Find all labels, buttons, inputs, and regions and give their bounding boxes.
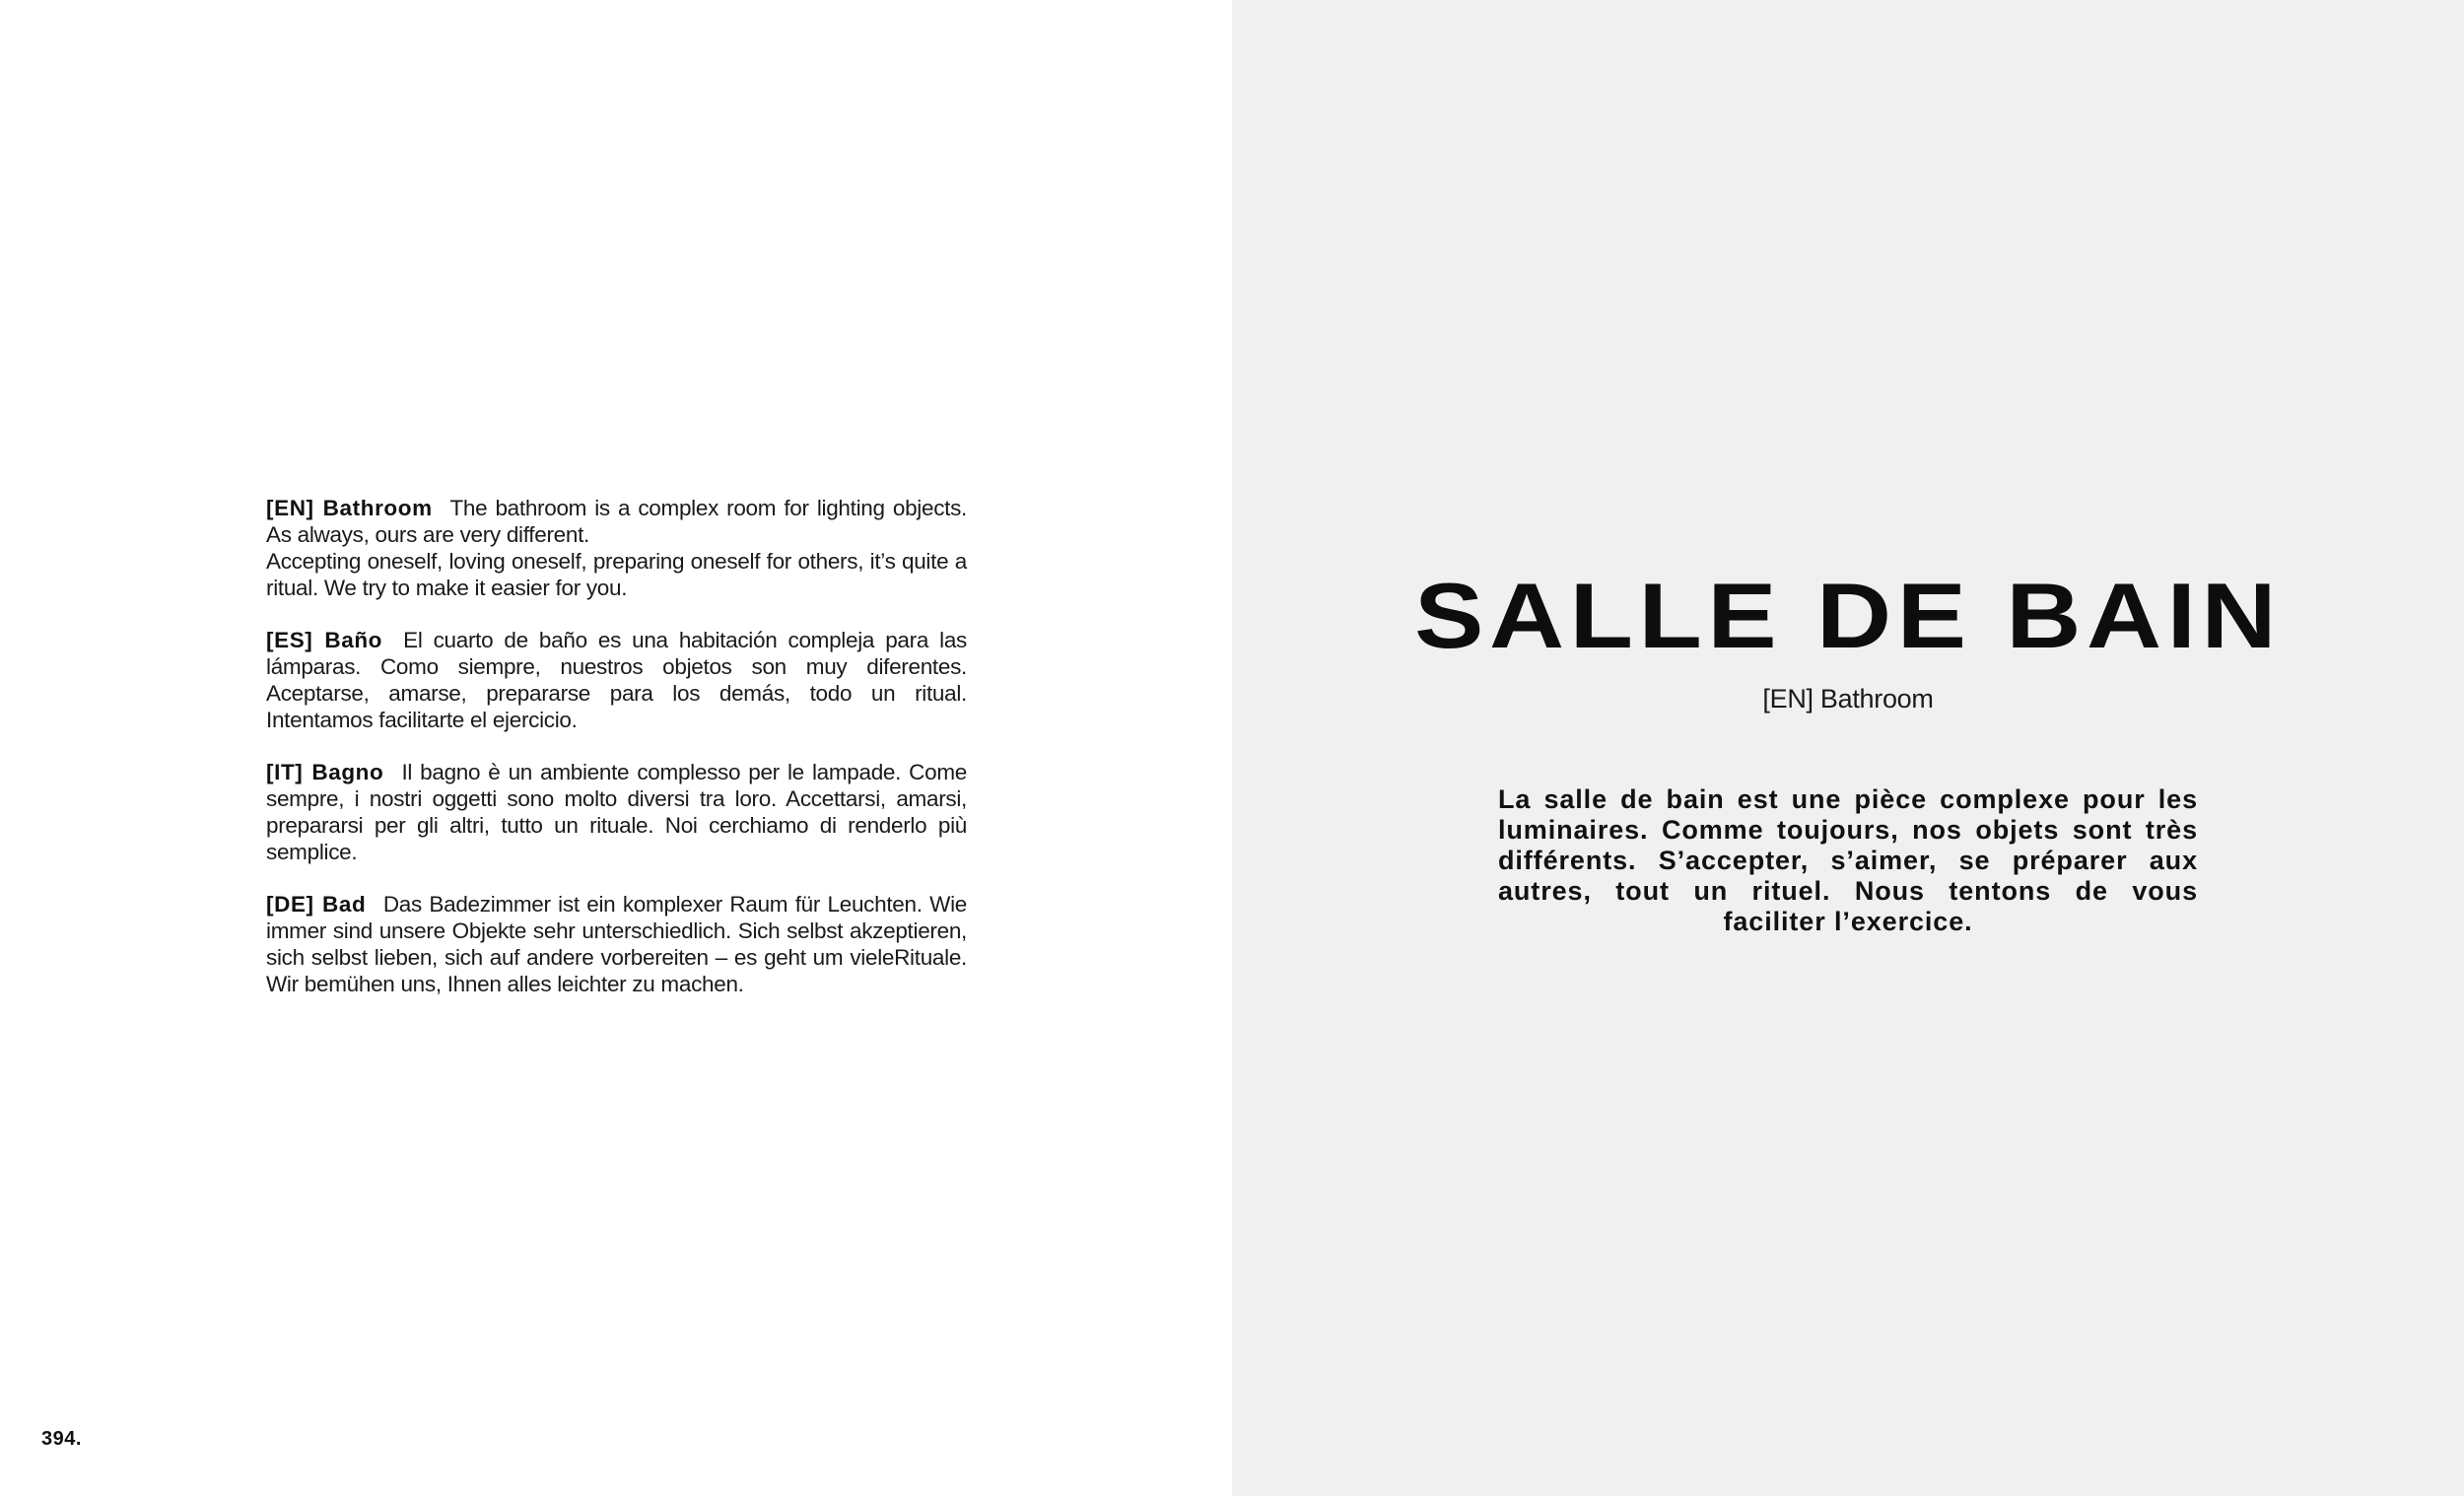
section-de-text: Das Badezimmer ist ein komplexer Raum für Leuchten. Wie immer sind unsere Objekte sehr unterschiedlich. Sich selbst akzeptieren, sich selbst lieben, sich auf andere vorbereiten – es geht um vieleRituale. Wir bemühen uns, Ihnen alles leichter zu machen.	[266, 892, 967, 996]
section-es-heading: [ES] Baño	[266, 628, 383, 652]
french-intro-text: La salle de bain est une pièce complexe pour les luminaires. Comme toujours, nos objets sont très différents. S’accepter, s’aimer, se préparer aux autres, tout un rituel. Nous tentons de vous faciliter l’exercice.	[1498, 784, 2198, 936]
section-de-paragraph	[266, 891, 967, 997]
section-es-paragraph	[266, 627, 967, 733]
section-en	[266, 495, 967, 601]
section-en-paragraph-1	[266, 495, 967, 548]
section-en-paragraph-2: Accepting oneself, loving oneself, preparing oneself for others, it’s quite a ritual. We try to make it easier for you.	[266, 549, 967, 600]
page-number: 394.	[41, 1428, 82, 1450]
right-page	[1232, 0, 2464, 1496]
section-en-text-1: The bathroom is a complex room for lighting objects. As always, ours are very different.	[266, 496, 967, 547]
section-it-heading: [IT] Bagno	[266, 760, 384, 784]
section-it-paragraph	[266, 759, 967, 865]
section-en-heading: [EN] Bathroom	[266, 496, 433, 520]
multilingual-text-column	[266, 495, 967, 1023]
section-es	[266, 627, 967, 733]
page-subtitle: [EN] Bathroom	[1762, 684, 1934, 714]
page-title: SALLE DE BAIN	[1414, 564, 2283, 667]
section-it-text: Il bagno è un ambiente complesso per le lampade. Come sempre, i nostri oggetti sono molto diversi tra loro. Accettarsi, amarsi, prepararsi per gli altri, tutto un rituale. Noi cerchiamo di renderlo più semplice.	[266, 760, 967, 864]
section-es-text: El cuarto de baño es una habitación compleja para las lámparas. Como siempre, nuestros objetos son muy diferentes. Aceptarse, amarse, prepararse para los demás, todo un ritual. Intentamos facilitarte el ejercicio.	[266, 628, 967, 732]
section-it	[266, 759, 967, 865]
section-de	[266, 891, 967, 997]
section-de-heading: [DE] Bad	[266, 892, 367, 917]
